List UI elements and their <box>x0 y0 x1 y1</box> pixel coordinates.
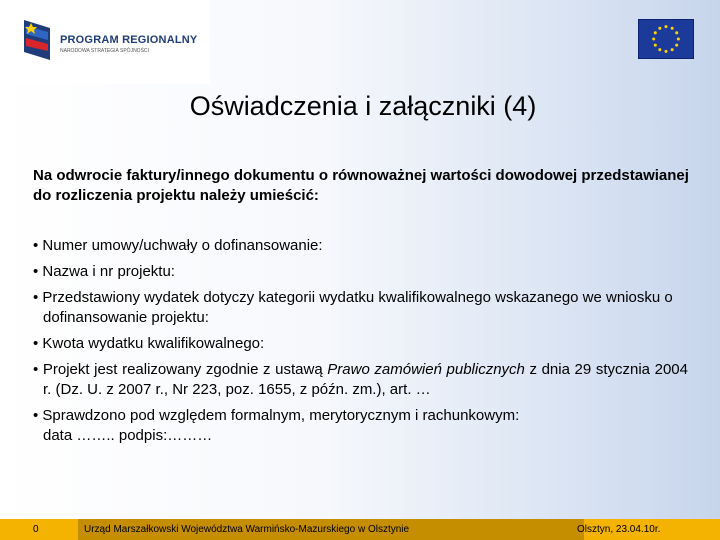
signature-line: data …….. podpis:……… <box>43 427 213 444</box>
logo-title: PROGRAM REGIONALNY <box>60 34 198 46</box>
list-item-verification <box>33 406 688 446</box>
logo-subtitle: NARODOWA STRATEGIA SPÓJNOŚCI <box>60 48 149 54</box>
footer-bar <box>0 519 720 540</box>
regional-program-logo-icon <box>20 18 52 62</box>
eu-star <box>652 37 655 40</box>
eu-star <box>675 31 678 34</box>
list-item-eligible-amount: • Kwota wydatku kwalifikowalnego: <box>33 335 265 352</box>
list-item-expense-category: • Przedstawiony wydatek dotyczy kategorii wydatku kwalifikowalnego wskazanego we wniosku o dofinansowanie projektu: <box>33 289 673 326</box>
eu-star <box>654 44 657 47</box>
eu-star <box>658 27 661 30</box>
law-name: Prawo zamówień publicznych <box>327 361 525 378</box>
eu-star <box>677 37 680 40</box>
eu-flag-icon <box>638 19 694 59</box>
intro-text: Na odwrocie faktury/innego dokumentu o równoważnej wartości dowodowej przedstawianej do rozliczenia projektu należy umieścić: <box>33 167 689 204</box>
list-item-contract-number: • Numer umowy/uchwały o dofinansowanie: <box>33 237 323 254</box>
header-logo <box>0 0 210 84</box>
eu-star <box>675 44 678 47</box>
footer-date: Olsztyn, 23.04.10r. <box>577 524 661 535</box>
list-item-public-procurement <box>33 360 688 400</box>
eu-star <box>664 50 667 53</box>
verification-text: • Sprawdzono pod względem formalnym, merytorycznym i rachunkowym: <box>33 407 520 424</box>
footer-organization: Urząd Marszałkowski Województwa Warmińsko-Mazurskiego w Olsztynie <box>84 524 410 535</box>
eu-star <box>654 31 657 34</box>
slide-title: Oświadczenia i załączniki (4) <box>189 91 537 121</box>
eu-star <box>664 25 667 28</box>
eu-star <box>671 48 674 51</box>
requirements-list <box>33 236 688 452</box>
procurement-text-after: z dnia 29 stycznia 2004 r. (Dz. U. z 2007 r., Nr 223, poz. 1655, z późn. zm.), art. … <box>43 361 688 398</box>
procurement-text-before: • Projekt jest realizowany zgodnie z ustawą <box>33 361 328 378</box>
eu-star <box>671 27 674 30</box>
list-item-project-name: • Nazwa i nr projektu: <box>33 263 175 280</box>
page-number: 0 <box>33 524 39 535</box>
eu-star <box>658 48 661 51</box>
